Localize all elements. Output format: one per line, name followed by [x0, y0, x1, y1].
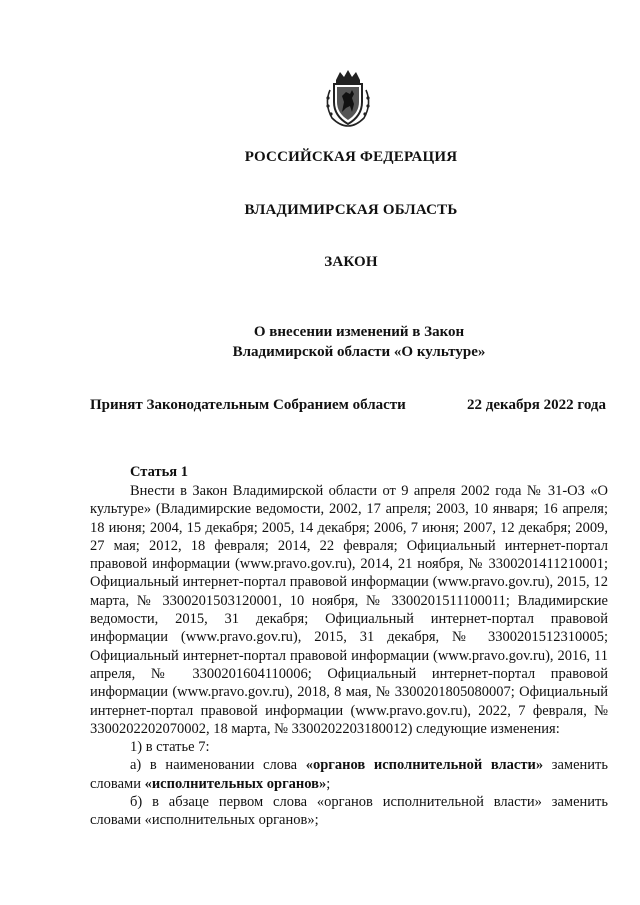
item-a-middle: заменить словами: [90, 757, 609, 792]
article-intro-paragraph: Внести в Закон Владимирской области от 9 апреля 2002 года № 31-ОЗ «О культуре» (Владимирские ведомости, 2002, 17 апреля; 2003, 10 января; 16 апреля; 18 июня; 2004, 15 декабря; 2005, 14 декабря; 2006, 7 июня; 2007, 12 декабря; 2009, 27 мая; 2012, 18 февраля; 2014, 22 февраля; Официальный интернет-портал правовой информации (www.pravo.gov.ru), 2014, 21 ноября, № 3300201411210001; Официальный интернет-портал правовой информации (www.pravo.gov.ru), 2015, 12 марта, № 3300201503120001, 10 ноября, № 3300201511100011; Владимирские ведомости, 2015, 31 декабря; Официальный интернет-портал правовой информации (www.pravo.gov.ru), 2015, 31 декабря, № 3300201512310005; Официальный интернет-портал правовой информации (www.pravo.gov.ru), 2016, 11 апреля, № 3300201604110006; Официальный интернет-портал правовой информации (www.pravo.gov.ru), 2018, 8 мая, № 3300201805080007; Официальный интернет-портал правовой информации (www.pravo.gov.ru), 2022, 7 февраля, № 3300202202070002, 18 марта, № 3300202203180012) следующие изменения:: [90, 483, 608, 737]
law-title: [0, 322, 640, 362]
law-title-line-2: Владимирской области «О культуре»: [232, 344, 486, 360]
coat-of-arms-emblem: [322, 68, 374, 128]
document-type-heading: ЗАКОН: [324, 254, 378, 270]
item-a-new-words: «исполнительных органов»: [144, 775, 327, 792]
adoption-line: [90, 397, 606, 414]
article-title: Статья 1: [130, 464, 188, 480]
item-a-paragraph: [90, 756, 608, 793]
item-a-prefix: а) в наименовании слова: [130, 757, 306, 774]
article-body: [90, 482, 608, 830]
region-heading: ВЛАДИМИРСКАЯ ОБЛАСТЬ: [244, 202, 458, 218]
item-a-end: ;: [326, 775, 331, 792]
country-heading: РОССИЙСКАЯ ФЕДЕРАЦИЯ: [244, 149, 458, 165]
item-b-paragraph: б) в абзаце первом слова «органов исполнительной власти» заменить словами «исполнительных органов»;: [90, 794, 608, 829]
adopted-by: Принят Законодательным Собранием области: [90, 397, 406, 413]
item-1-paragraph: 1) в статье 7:: [130, 739, 210, 756]
law-title-line-1: О внесении изменений в Закон: [253, 324, 465, 340]
adoption-date: 22 декабря 2022 года: [467, 397, 606, 413]
item-a-old-words: «органов исполнительной власти»: [305, 757, 544, 774]
